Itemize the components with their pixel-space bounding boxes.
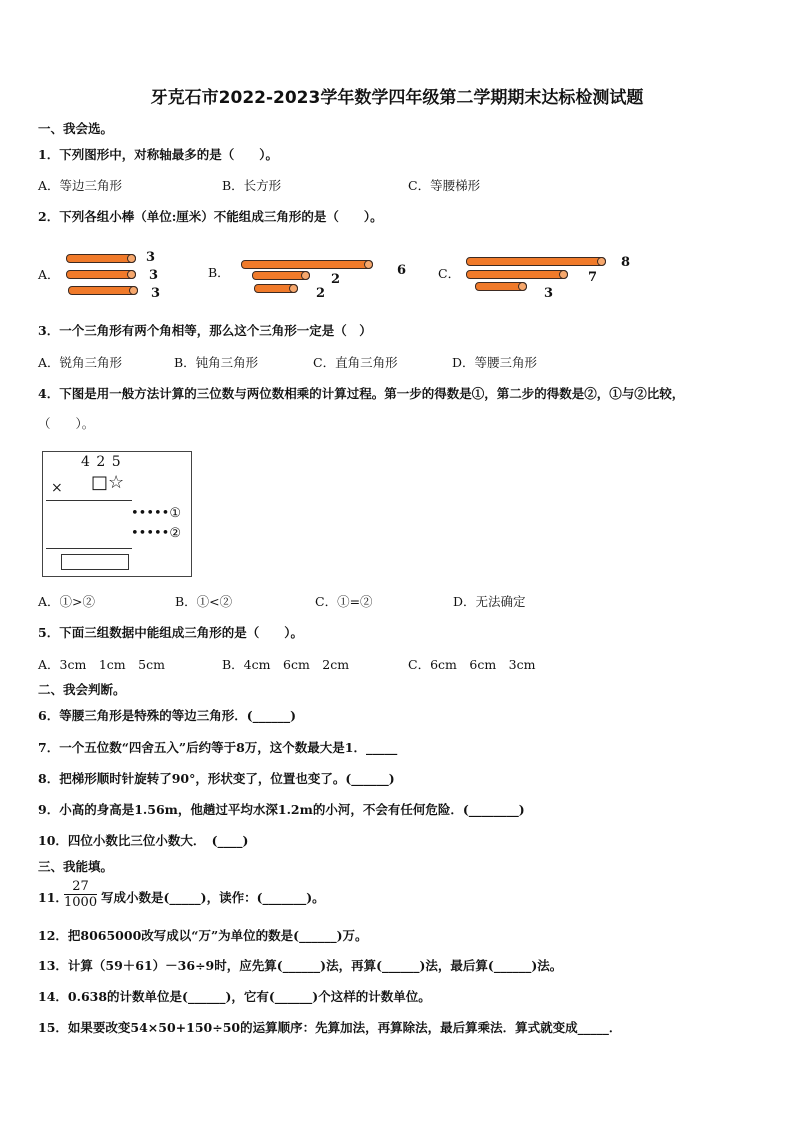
stick-a3-length: 3 bbox=[151, 286, 161, 301]
q2-text: 2．下列各组小棒（单位:厘米）不能组成三角形的是（ ）。 bbox=[38, 209, 383, 224]
q11-fraction-denominator: 1000 bbox=[64, 895, 98, 910]
q3-option-b[interactable]: B．钝角三角形 bbox=[174, 355, 259, 370]
q5-option-c[interactable]: C．6cm 6cm 3cm bbox=[408, 657, 536, 672]
fig-line-1 bbox=[46, 500, 132, 501]
q4-option-b[interactable]: B．①<② bbox=[175, 594, 233, 609]
q4-text: 4．下图是用一般方法计算的三位数与两位数相乘的计算过程。第一步的得数是①，第二步的得数是②，①与②比较， bbox=[38, 386, 685, 401]
multiplication-figure bbox=[42, 451, 192, 577]
page-title: 牙克石市2022-2023学年数学四年级第二学期期末达标检测试题 bbox=[150, 88, 644, 108]
q4-option-a[interactable]: A．①>② bbox=[38, 594, 96, 609]
stick-b3 bbox=[254, 284, 298, 293]
fig-line-2 bbox=[46, 548, 132, 549]
stick-b2-length: 2 bbox=[331, 272, 341, 287]
q1-option-c[interactable]: C．等腰梯形 bbox=[408, 178, 481, 193]
stick-c2 bbox=[466, 270, 568, 279]
q2-option-a[interactable]: A． bbox=[38, 267, 60, 282]
stick-c3 bbox=[475, 282, 527, 291]
q5-option-a[interactable]: A．3cm 1cm 5cm bbox=[38, 657, 165, 672]
q1-option-a[interactable]: A．等边三角形 bbox=[38, 178, 123, 193]
stick-b1-length: 6 bbox=[397, 263, 407, 278]
q10-text[interactable]: 10．四位小数比三位小数大． (____) bbox=[38, 833, 249, 848]
q4-option-d[interactable]: D．无法确定 bbox=[453, 594, 526, 609]
stick-b2 bbox=[252, 271, 310, 280]
q11-number: 11． bbox=[38, 890, 68, 905]
stick-a1 bbox=[66, 254, 136, 263]
q3-text: 3．一个三角形有两个角相等，那么这个三角形一定是（ ） bbox=[38, 323, 372, 338]
q8-text[interactable]: 8．把梯形顺时针旋转了90°，形状变了，位置也变了。(______) bbox=[38, 771, 395, 786]
q1-option-b[interactable]: B．长方形 bbox=[222, 178, 282, 193]
q11-fraction-numerator: 27 bbox=[64, 879, 97, 895]
q3-option-a[interactable]: A．锐角三角形 bbox=[38, 355, 123, 370]
fig-row-1: •••••① bbox=[131, 506, 181, 521]
stick-b3-length: 2 bbox=[316, 286, 326, 301]
stick-a2 bbox=[66, 270, 136, 279]
q15-text[interactable]: 15．如果要改变54×50+150÷50的运算顺序：先算加法，再算除法，最后算乘法．算式就变成_____． bbox=[38, 1020, 622, 1035]
q5-text: 5．下面三组数据中能组成三角形的是（ ）。 bbox=[38, 625, 303, 640]
q3-option-c[interactable]: C．直角三角形 bbox=[313, 355, 398, 370]
q2-option-b[interactable]: B． bbox=[208, 265, 230, 280]
q5-option-b[interactable]: B．4cm 6cm 2cm bbox=[222, 657, 350, 672]
stick-c1-length: 8 bbox=[621, 255, 631, 270]
stick-c3-length: 3 bbox=[544, 286, 554, 301]
q4-option-c[interactable]: C．①=② bbox=[315, 594, 373, 609]
q12-text[interactable]: 12．把8065000改写成以“万”为单位的数是(______)万。 bbox=[38, 928, 368, 943]
q4-text-cont: （ ）。 bbox=[38, 416, 95, 431]
q9-text[interactable]: 9．小高的身高是1.56m，他趟过平均水深1.2m的小河，不会有任何危险．(________) bbox=[38, 802, 525, 817]
q1-text: 1．下列图形中，对称轴最多的是（ ）。 bbox=[38, 147, 278, 162]
stick-c2-length: 7 bbox=[588, 270, 598, 285]
q3-option-d[interactable]: D．等腰三角形 bbox=[452, 355, 538, 370]
q11-text[interactable]: 写成小数是(_____)，读作：(_______)。 bbox=[101, 890, 325, 905]
stick-b1 bbox=[241, 260, 373, 269]
q11-fraction bbox=[64, 879, 97, 910]
q13-text[interactable]: 13．计算（59＋61）－36÷9时，应先算(______)法，再算(______)法，最后算(______)法。 bbox=[38, 958, 563, 973]
q7-text[interactable]: 7．一个五位数“四舍五入”后约等于8万，这个数最大是1．_____ bbox=[38, 740, 398, 755]
stick-c1 bbox=[466, 257, 606, 266]
section-2-heading: 二、我会判断。 bbox=[38, 682, 126, 697]
fig-multiplier-shapes: □☆ bbox=[91, 472, 125, 493]
section-3-heading: 三、我能填。 bbox=[38, 859, 114, 874]
q2-option-c[interactable]: C． bbox=[438, 266, 461, 281]
stick-a3 bbox=[68, 286, 138, 295]
fig-multiplicand: 4 2 5 bbox=[81, 454, 122, 470]
stick-a2-length: 3 bbox=[149, 268, 159, 283]
stick-a1-length: 3 bbox=[146, 250, 156, 265]
fig-times-sign: × bbox=[51, 480, 63, 496]
fig-result-box bbox=[61, 554, 129, 570]
fig-row-2: •••••② bbox=[131, 526, 181, 541]
q14-text[interactable]: 14．0.638的计数单位是(______)，它有(______)个这样的计数单位。 bbox=[38, 989, 431, 1004]
q6-text[interactable]: 6．等腰三角形是特殊的等边三角形．(______) bbox=[38, 708, 297, 723]
section-1-heading: 一、我会选。 bbox=[38, 121, 114, 136]
